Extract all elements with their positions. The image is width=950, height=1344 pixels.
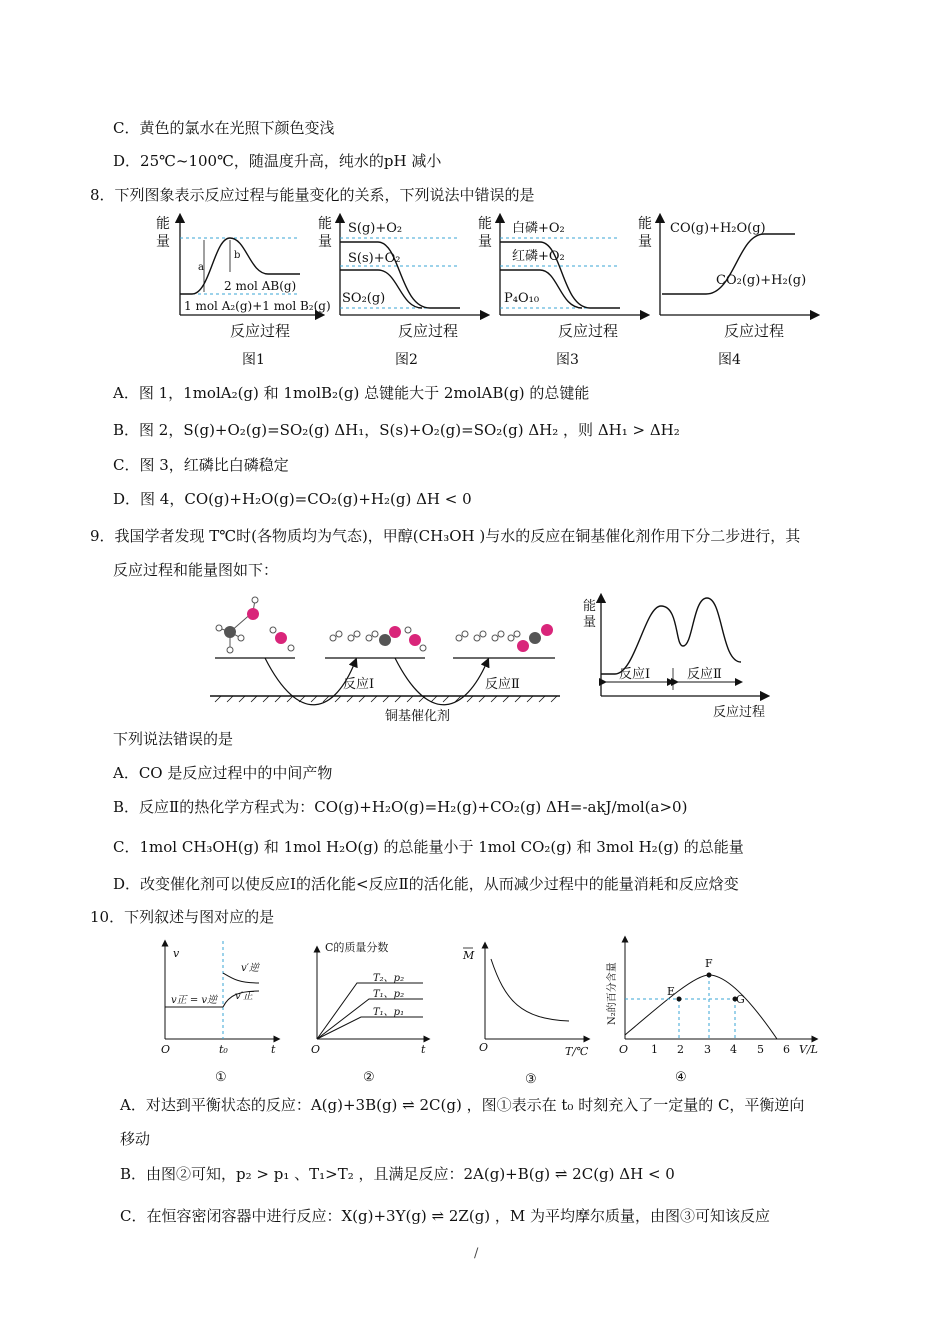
figure-caption: 图1 xyxy=(242,352,265,368)
tick-label: 4 xyxy=(730,1043,737,1056)
q10-graphs xyxy=(155,935,835,1090)
label-a: a xyxy=(198,262,204,273)
axis-label: 反应过程 xyxy=(230,322,291,340)
axis-label: t xyxy=(271,1043,276,1056)
curve-label: T₁、p₂ xyxy=(373,989,405,1000)
axis-label: T/℃ xyxy=(565,1045,589,1058)
axis-label: 反应过程 xyxy=(558,322,619,340)
rate-label: v′逆 xyxy=(241,963,259,974)
q9-option-d: D．改变催化剂可以使反应Ⅰ的活化能<反应Ⅱ的活化能，从而减少过程中的能量消耗和反应焓变 xyxy=(113,875,739,893)
axis-label: 能 xyxy=(156,216,170,232)
level-label: P₄O₁₀ xyxy=(504,291,540,306)
rate-label: v正 = v逆 xyxy=(171,995,218,1006)
figure-caption: 图2 xyxy=(395,352,418,368)
origin-label: O xyxy=(479,1041,489,1054)
product-molecules xyxy=(456,624,553,652)
q8-fig1 xyxy=(156,215,331,368)
q9-prompt: 下列说法错误的是 xyxy=(113,730,234,748)
q7-option-c: C．黄色的氯水在光照下颜色变浅 xyxy=(113,119,335,137)
axis-label: 量 xyxy=(156,234,170,250)
q7-option-d: D．25℃~100℃，随温度升高，纯水的pH 减小 xyxy=(113,152,442,170)
axis-label: 能 xyxy=(318,216,332,232)
graph-caption: ① xyxy=(215,1070,227,1085)
tick-label: t₀ xyxy=(219,1043,228,1056)
axis-label: 量 xyxy=(638,234,652,250)
q9-catalyst-diagram xyxy=(205,592,780,727)
curve-label: T₁、p₁ xyxy=(373,1007,405,1018)
tick-label: 6 xyxy=(783,1043,790,1056)
q10-option-a-line1: A．对达到平衡状态的反应：A(g)+3B(g) ⇌ 2C(g) ，图①表示在 t₀ 时刻充入了一定量的 C，平衡逆向 xyxy=(120,1096,805,1114)
axis-label: 量 xyxy=(583,615,597,630)
q8-fig2 xyxy=(318,215,485,368)
q9-energy-diagram xyxy=(583,598,765,720)
q10-graph4 xyxy=(605,939,818,1085)
axis-label: 能 xyxy=(478,216,492,232)
page-footer: / xyxy=(474,1246,479,1261)
reaction-label: 反应Ⅱ xyxy=(687,667,722,682)
axis-label: 反应过程 xyxy=(398,322,459,340)
q8-option-d: D．图 4，CO(g)+H₂O(g)=CO₂(g)+H₂(g) ΔH < 0 xyxy=(113,490,472,508)
rate-label: v′正 xyxy=(235,991,253,1002)
q10-graph1 xyxy=(161,941,277,1085)
q8-option-b: B．图 2，S(g)+O₂(g)=SO₂(g) ΔH₁，S(s)+O₂(g)=SO₂(g) ΔH₂ ，则 ΔH₁ > ΔH₂ xyxy=(113,421,680,439)
point-label: F xyxy=(705,957,713,970)
axis-label: 量 xyxy=(478,234,492,250)
q9-option-b: B．反应Ⅱ的热化学方程式为：CO(g)+H₂O(g)=H₂(g)+CO₂(g) ΔH=-akJ/mol(a>0) xyxy=(113,798,688,816)
q9-stem-line1: 9．我国学者发现 T℃时(各物质均为气态)，甲醇(CH₃OH )与水的反应在铜基催化剂作用下分二步进行，其 xyxy=(90,527,801,545)
origin-label: O xyxy=(161,1043,171,1056)
level-label: S(s)+O₂ xyxy=(348,251,401,266)
figure-caption: 图4 xyxy=(718,352,741,368)
axis-label: 能 xyxy=(583,599,597,614)
q9-option-c: C．1mol CH₃OH(g) 和 1mol H₂O(g) 的总能量小于 1mol CO₂(g) 和 3mol H₂(g) 的总能量 xyxy=(113,838,744,856)
q10-stem: 10．下列叙述与图对应的是 xyxy=(90,908,275,926)
axis-label: 量 xyxy=(318,234,332,250)
reaction-label: 反应Ⅰ xyxy=(619,667,651,682)
q8-fig3 xyxy=(478,215,645,368)
methanol-molecule xyxy=(216,597,259,653)
tick-label: 2 xyxy=(677,1043,684,1056)
figure-caption: 图3 xyxy=(556,352,579,368)
axis-label: 能 xyxy=(638,216,652,232)
reactant-label: 1 mol A₂(g)+1 mol B₂(g) xyxy=(184,299,331,313)
label-b: b xyxy=(234,250,241,261)
q8-fig4 xyxy=(638,215,815,368)
reaction-label: 反应Ⅱ xyxy=(485,677,520,692)
point-label: E xyxy=(667,985,676,998)
level-label: CO₂(g)+H₂(g) xyxy=(716,273,807,288)
axis-label: V/L xyxy=(799,1043,818,1056)
water-molecule xyxy=(270,627,294,651)
q8-option-a: A．图 1，1molA₂(g) 和 1molB₂(g) 总键能大于 2molAB(g) 的总键能 xyxy=(113,384,590,402)
axis-title: N₂的百分含量 xyxy=(607,962,618,1025)
q10-option-c: C．在恒容密闭容器中进行反应：X(g)+3Y(g) ⇌ 2Z(g) ，M 为平均摩尔质量，由图③可知该反应 xyxy=(120,1207,771,1225)
axis-label: t xyxy=(421,1043,426,1056)
reaction-label: 反应Ⅰ xyxy=(343,677,375,692)
origin-label: O xyxy=(311,1043,321,1056)
tick-label: 5 xyxy=(757,1043,764,1056)
level-label: CO(g)+H₂O(g) xyxy=(670,221,766,236)
axis-label: v xyxy=(173,947,180,960)
q9-option-a: A．CO 是反应过程中的中间产物 xyxy=(113,764,333,782)
tick-label: 1 xyxy=(651,1043,658,1056)
axis-label: 反应过程 xyxy=(713,705,766,720)
graph-caption: ③ xyxy=(525,1072,537,1087)
level-label: 白磷+O₂ xyxy=(512,221,565,236)
q10-graph2 xyxy=(311,940,427,1085)
intermediate-molecules xyxy=(330,626,426,651)
level-label: SO₂(g) xyxy=(342,291,386,306)
q8-stem: 8．下列图象表示反应过程与能量变化的关系，下列说法中错误的是 xyxy=(90,186,535,204)
q10-option-b: B．由图②可知，p₂ > p₁ 、T₁>T₂ ，且满足反应：2A(g)+B(g) ⇌ 2C(g) ΔH < 0 xyxy=(120,1165,675,1183)
q10-graph3 xyxy=(462,945,589,1087)
graph-caption: ④ xyxy=(675,1070,687,1085)
q9-stem-line2: 反应过程和能量图如下： xyxy=(113,561,279,579)
curve-label: T₂、p₂ xyxy=(373,973,405,984)
axis-title: C的质量分数 xyxy=(325,941,389,954)
level-label: 红磷+O₂ xyxy=(512,249,565,264)
q8-option-c: C．图 3，红磷比白磷稳定 xyxy=(113,456,289,474)
axis-label: 反应过程 xyxy=(724,322,785,340)
catalyst-label: 铜基催化剂 xyxy=(385,709,451,724)
q8-energy-figures xyxy=(150,210,830,370)
tick-label: 3 xyxy=(704,1043,711,1056)
product-label: 2 mol AB(g) xyxy=(224,279,297,293)
q10-option-a-line2: 移动 xyxy=(120,1130,151,1148)
origin-label: O xyxy=(619,1043,629,1056)
graph-caption: ② xyxy=(363,1070,375,1085)
axis-label: M xyxy=(463,949,475,962)
point-label: G xyxy=(736,993,745,1006)
level-label: S(g)+O₂ xyxy=(348,221,403,236)
